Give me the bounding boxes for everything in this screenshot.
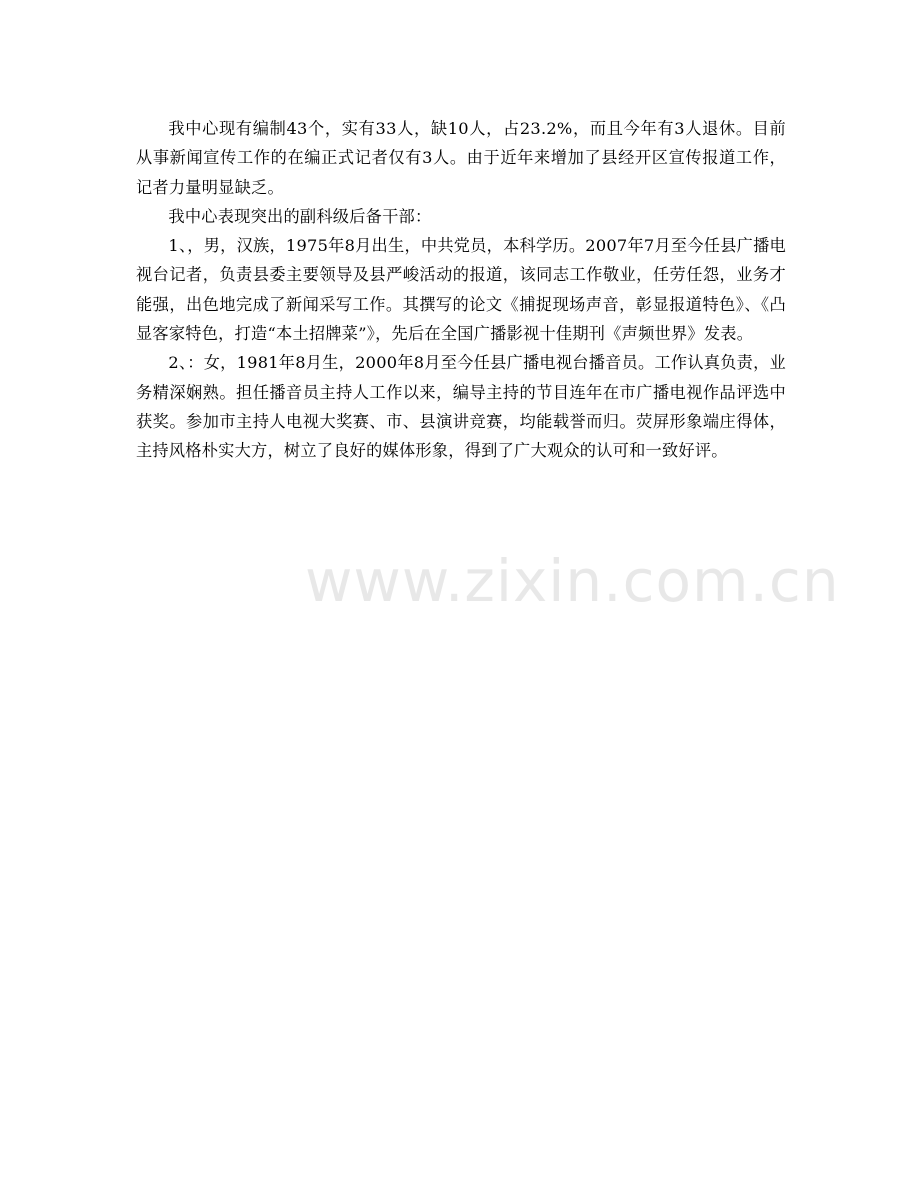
- watermark: www.zixin.com.cn: [305, 547, 840, 615]
- document-body: [136, 114, 786, 466]
- paragraph-candidate-2: 2、：女，1981年8月生，2000年8月至今任县广播电视台播音员。工作认真负责，业务精深娴熟。担任播音员主持人工作以来，编导主持的节目连年在市广播电视作品评选中获奖。参加市主持人电视大奖赛、市、县演讲竞赛，均能载誉而归。荧屏形象端庄得体，主持风格朴实大方，树立了良好的媒体形象，得到了广大观众的认可和一致好评。: [136, 353, 786, 461]
- paragraph-candidate-1: 1、，男，汉族，1975年8月出生，中共党员，本科学历。2007年7月至今任县广播电视台记者，负责县委主要领导及县严峻活动的报道，该同志工作敬业，任劳任怨，业务才能强，出色地完成了新闻采写工作。其撰写的论文《捕捉现场声音，彰显报道特色》、《凸显客家特色，打造“本土招牌菜”》，先后在全国广播影视十佳期刊《声频世界》发表。: [136, 236, 786, 344]
- paragraph-candidates-heading: 我中心表现突出的副科级后备干部：: [168, 206, 432, 226]
- paragraph-staffing: 我中心现有编制43个，实有33人，缺10人，占23.2%，而且今年有3人退休。目前从事新闻宣传工作的在编正式记者仅有3人。由于近年来增加了县经开区宣传报道工作，记者力量明显缺乏。: [136, 119, 786, 197]
